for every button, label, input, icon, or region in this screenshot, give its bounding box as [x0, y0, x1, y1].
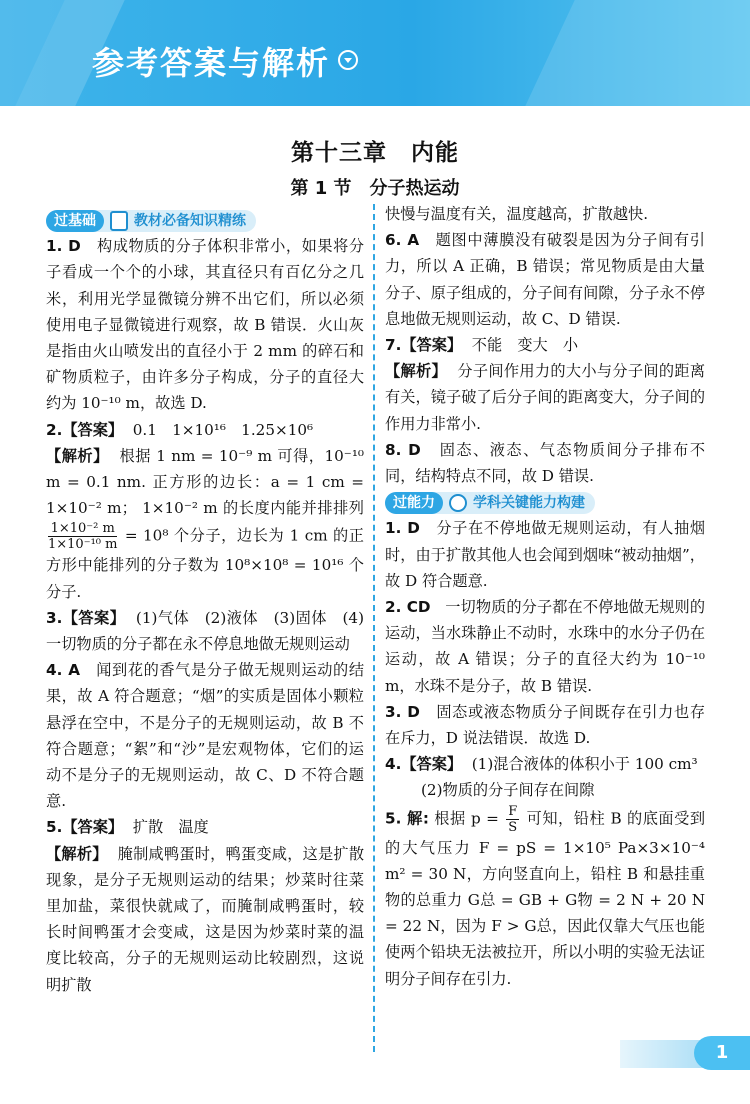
answer-text: 可知，铅柱 B 的底面受到的大气压力 F = pS = 1×10⁵ Pa×3×10⁻⁴ m² = 30 N，方向竖直向上，铅柱 B 和悬挂重物的总重力 G总 = GB + G物 = 2 N + 20 N = 22 N，因为 F > G总，因此仅靠大气压也能使两个铅块无法被拉开，所以小明的实验无法证明分子间存在引力.	[385, 809, 706, 988]
answer-text: 一切物质的分子都在不停地做无规则的运动，当水珠静止不动时，水珠中的水分子仍在运动，故 A 错误；分子的直径大约为 10⁻¹⁰ m，水珠不是分子，故 B 错误.	[385, 598, 706, 695]
explanation-label: 【解析】	[385, 362, 448, 381]
answer-text: 分子在不停地做无规则运动，有人抽烟时，由于扩散其他人也会闻到烟味“被动抽烟”，故 D 符合题意.	[385, 519, 706, 590]
chapter-title: 第十三章 内能	[291, 140, 459, 166]
tag-label: 过基础	[46, 210, 104, 232]
header-title: 参考答案与解析	[92, 44, 331, 82]
fraction-numerator: F	[508, 803, 518, 819]
explanation-item	[46, 443, 364, 605]
answer-text: 不能 变大 小	[471, 336, 579, 355]
question-number: 2.【答案】	[46, 420, 124, 439]
question-number: 5.【答案】	[46, 818, 124, 837]
answer-text: 题图中薄膜没有破裂是因为分子间有引力，所以 A 正确，B 错误；常见物质是由大量分子、原子组成的，分子间有间隙，分子永不停息地做无规则运动，故 C、D 错误.	[385, 231, 705, 328]
explanation-item	[46, 841, 364, 998]
chevron-down-icon[interactable]	[338, 50, 358, 70]
question-number: 7.【答案】	[385, 336, 463, 355]
fraction-denominator: S	[508, 819, 518, 835]
medal-icon	[449, 494, 467, 512]
question-number: 3.【答案】	[46, 608, 126, 627]
answer-text: (2)物质的分子间存在间隙	[421, 781, 595, 800]
answer-text: (1)混合液体的体积小于 100 cm³	[471, 755, 698, 774]
question-number: 2. CD	[385, 598, 431, 617]
right-column	[385, 201, 705, 992]
answer-text: 固态或液态物质分子间既存在引力也存在斥力，D 说法错误．故选 D.	[385, 702, 706, 748]
answer-text: 根据 p =	[434, 809, 499, 828]
answer-item	[46, 417, 364, 443]
explanation-item	[385, 358, 705, 437]
answer-text: 扩散 温度	[132, 818, 209, 837]
answer-item	[385, 515, 705, 594]
answer-continuation: 快慢与温度有关，温度越高，扩散越快.	[385, 205, 649, 223]
section-title: 第 1 节 分子热运动	[290, 178, 460, 199]
question-number: 1. D	[385, 519, 420, 538]
tag-label: 过能力	[385, 492, 443, 514]
answer-item	[385, 699, 705, 751]
answer-text: 0.1 1×10¹⁶ 1.25×10⁶	[132, 420, 314, 439]
fraction-denominator: 1×10⁻¹⁰ m	[48, 537, 118, 553]
question-number: 1. D	[46, 237, 81, 256]
question-number: 4. A	[46, 661, 80, 680]
column-divider	[373, 204, 375, 1052]
fraction-numerator: 1×10⁻² m	[48, 521, 117, 537]
tag-text: 教材必备知识精练	[134, 212, 246, 229]
explanation-text: 分子间作用力的大小与分子间的距离有关，镜子破了后分子间的距离变大，分子间的作用力非常小.	[385, 362, 706, 433]
fraction	[506, 804, 519, 835]
answer-item	[385, 332, 705, 358]
book-icon	[110, 211, 128, 231]
answer-text: 固态、液态、气态物质间分子排布不同，结构特点不同，故 D 错误.	[385, 440, 706, 486]
answer-item	[385, 804, 705, 992]
page-number: 1	[694, 1036, 750, 1070]
explanation-text: 腌制咸鸭蛋时，鸭蛋变咸，这是扩散现象，是分子无规则运动的结果；炒菜时往菜里加盐，菜很快就咸了，而腌制咸鸭蛋时，较长时间鸭蛋才会变咸，这是因为炒菜时菜的温度比较高，分子的无规则运动比较剧烈，这说明扩散	[46, 844, 364, 994]
answer-item	[46, 814, 364, 840]
question-number: 4.【答案】	[385, 755, 463, 774]
explanation-text: 1×10⁻² m 的长度内能并排排列	[142, 499, 364, 518]
tag-text: 学科关键能力构建	[473, 495, 585, 512]
explanation-text: = 10⁸ 个分子，边长为 1 cm 的正方形中能排列的分子数为 10⁸×10⁸ = 10¹⁶ 个分子.	[46, 526, 364, 601]
answer-text: (1)气体 (2)液体 (3)固体 (4)一切物质的分子都在永不停息地做无规则运动	[46, 608, 364, 654]
answer-item	[385, 594, 705, 699]
question-number: 6. A	[385, 231, 420, 250]
left-column	[46, 207, 364, 998]
answer-item	[385, 437, 705, 489]
fraction	[48, 521, 117, 552]
banner-decoration	[525, 0, 750, 106]
answer-item	[46, 233, 364, 416]
answer-item	[385, 227, 705, 332]
section-tag-ability	[385, 492, 595, 514]
section-tag-basic	[46, 210, 256, 232]
explanation-label: 【解析】	[46, 446, 109, 465]
question-number: 3. D	[385, 702, 420, 721]
answer-item	[46, 657, 364, 814]
answer-text: 构成物质的分子体积非常小，如果将分子看成一个个的小球，其直径只有百亿分之几米，利用光学显微镜分辨不出它们，所以必须使用电子显微镜进行观察，故 B 错误．火山灰是指由火山喷发出的直径小于 2 mm 的碎石和矿物质粒子，由许多分子构成，分子的直径大约为 10⁻¹⁰ m，故选 D.	[46, 237, 365, 413]
answer-item	[385, 777, 705, 803]
question-number: 8. D	[385, 440, 421, 459]
explanation-text: 根据 1 nm = 10⁻⁹ m 可得，10⁻¹⁰ m = 0.1 nm. 正方形的边长：a = 1 cm = 1×10⁻² m；	[46, 446, 364, 518]
answer-item	[385, 751, 705, 777]
question-number: 5. 解:	[385, 809, 429, 828]
header-banner	[0, 0, 750, 106]
answer-text: 闻到花的香气是分子做无规则运动的结果，故 A 符合题意；“烟”的实质是固体小颗粒悬浮在空中，不是分子的无规则运动，故 B 不符合题意；“絮”和“沙”是宏观物体，它们的运动不是分子的无规则运动，故 C、D 不符合题意.	[46, 661, 365, 811]
answer-item	[46, 605, 364, 657]
explanation-label: 【解析】	[46, 844, 108, 863]
